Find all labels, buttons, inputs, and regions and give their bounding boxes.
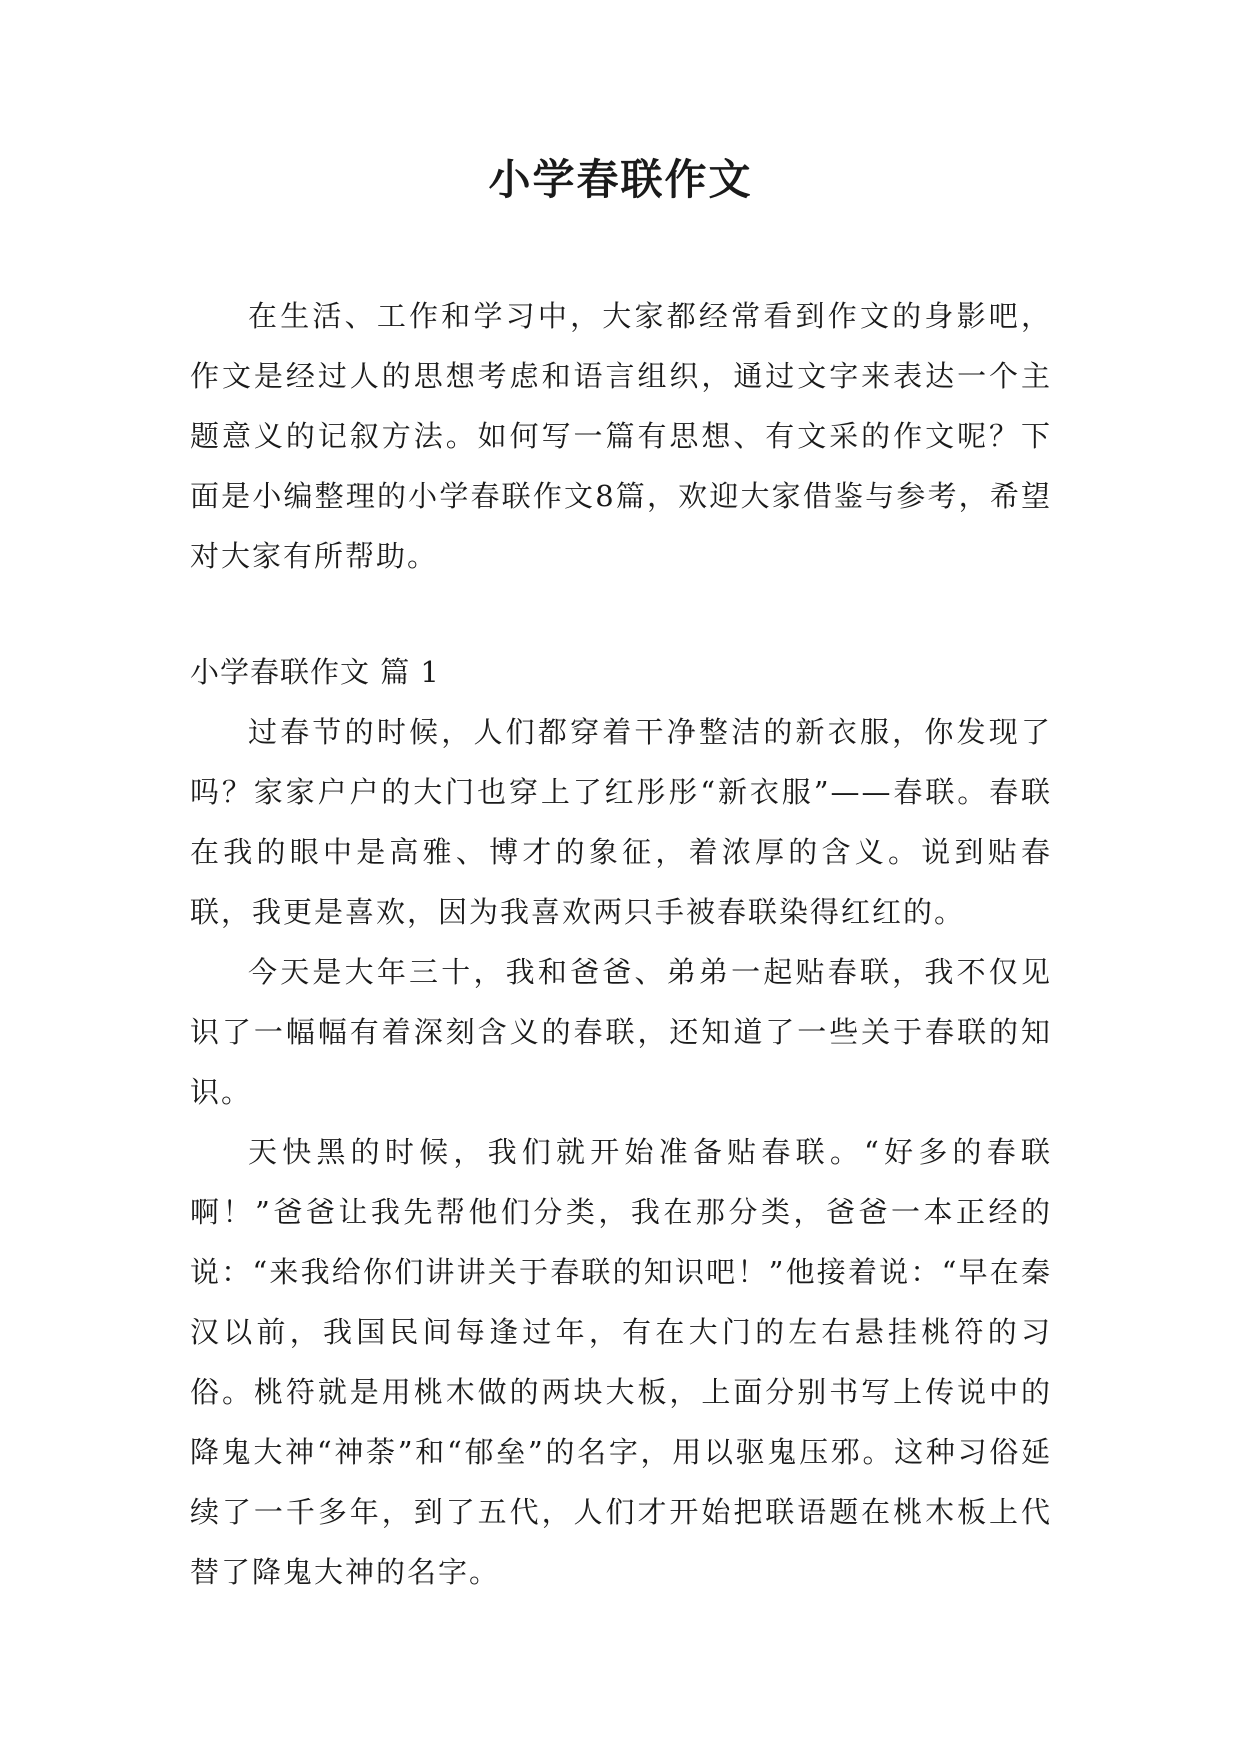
section-paragraph-2: 今天是大年三十，我和爸爸、弟弟一起贴春联，我不仅见识了一幅幅有着深刻含义的春联，还知道了一些关于春联的知识。 [190,955,1052,1109]
intro-block [190,286,1052,586]
section-paragraph-1: 过春节的时候，人们都穿着干净整洁的新衣服，你发现了吗？家家户户的大门也穿上了红彤彤“新衣服”——春联。春联在我的眼中是高雅、博才的象征，着浓厚的含义。说到贴春联，我更是喜欢，因为我喜欢两只手被春联染得红红的。 [190,715,1052,929]
document-title: 小学春联作文 [488,155,753,204]
section-paragraph-3: 天快黑的时候，我们就开始准备贴春联。“好多的春联啊！”爸爸让我先帮他们分类，我在那分类，爸爸一本正经的说：“来我给你们讲讲关于春联的知识吧！”他接着说：“早在秦汉以前，我国民间每逢过年，有在大门的左右悬挂桃符的习俗。桃符就是用桃木做的两块大板，上面分别书写上传说中的降鬼大神“神荼”和“郁垒”的名字，用以驱鬼压邪。这种习俗延续了一千多年，到了五代，人们才开始把联语题在桃木板上代替了降鬼大神的名字。 [190,1135,1052,1589]
intro-paragraph: 在生活、工作和学习中，大家都经常看到作文的身影吧，作文是经过人的思想考虑和语言组织，通过文字来表达一个主题意义的记叙方法。如何写一篇有思想、有文采的作文呢？下面是小编整理的小学春联作文8篇，欢迎大家借鉴与参考，希望对大家有所帮助。 [190,299,1052,573]
section-heading: 小学春联作文 篇 1 [190,655,440,689]
section-1 [190,642,1052,1602]
